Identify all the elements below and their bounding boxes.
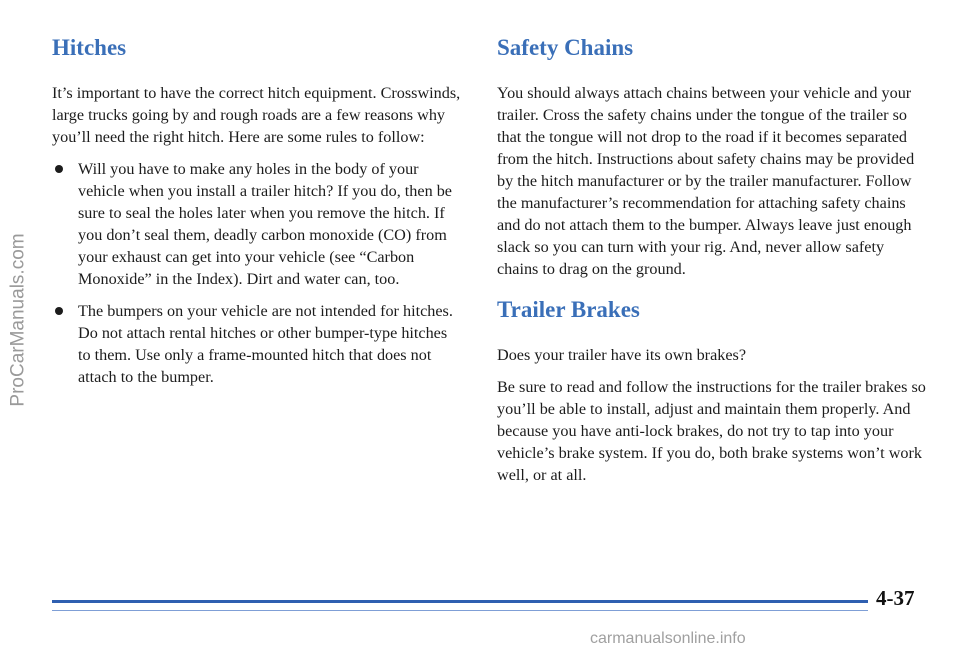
hitches-rules-list bbox=[52, 158, 462, 388]
bullet-icon bbox=[55, 165, 63, 173]
trailer-brakes-text: Be sure to read and follow the instructions for the trailer brakes so you’ll be able to install, adjust and maintain them properly. And because you have anti-lock brakes, do not try to tap into your vehicle’s brake system. If you do, both brake systems won’t work well, or at all. bbox=[497, 378, 926, 484]
list-item bbox=[52, 158, 462, 290]
right-column bbox=[497, 28, 927, 496]
safety-chains-text: You should always attach chains between your vehicle and your trailer. Cross the safety chains under the tongue of the trailer so that the tongue will not drop to the road if it becomes separated from the hitch. Instructions about safety chains may be provided by the hitch manufacturer or by the trailer manufacturer. Follow the manufacturer’s recommendation for attaching safety chains and do not attach them to the bumper. Always leave just enough slack so you can turn with your rig. And, never allow safety chains to drag on the ground. bbox=[497, 84, 915, 278]
trailer-brakes-question: Does your trailer have its own brakes? bbox=[497, 346, 747, 364]
page-number: 4-37 bbox=[876, 586, 915, 610]
bullet-icon bbox=[55, 307, 63, 315]
list-item-text: The bumpers on your vehicle are not intended for hitches. Do not attach rental hitches or other bumper-type hitches to them. Use only a frame-mounted hitch that does not attach to the bumper. bbox=[78, 302, 453, 386]
list-item bbox=[52, 300, 462, 388]
hitches-heading: Hitches bbox=[52, 35, 127, 60]
hitches-section bbox=[52, 28, 462, 398]
bottom-watermark: carmanualsonline.info bbox=[590, 630, 746, 647]
trailer-brakes-heading: Trailer Brakes bbox=[497, 297, 640, 322]
hitches-intro: It’s important to have the correct hitch equipment. Crosswinds, large trucks going by and rough roads are a few reasons why you’ll need the right hitch. Here are some rules to follow: bbox=[52, 84, 461, 146]
footer-rule-thick bbox=[52, 600, 868, 603]
footer-rule-thin bbox=[52, 610, 868, 611]
side-watermark bbox=[2, 40, 36, 600]
side-watermark-text: ProCarManuals.com bbox=[8, 233, 30, 407]
list-item-text: Will you have to make any holes in the body of your vehicle when you install a trailer hitch? If you do, then be sure to seal the holes later when you remove the hitch. If you don’t seal them, deadly carbon monoxide (CO) from your exhaust can get into your vehicle (see “Carbon Monoxide” in the Index). Dirt and water can, too. bbox=[78, 160, 452, 288]
safety-chains-heading: Safety Chains bbox=[497, 35, 634, 60]
